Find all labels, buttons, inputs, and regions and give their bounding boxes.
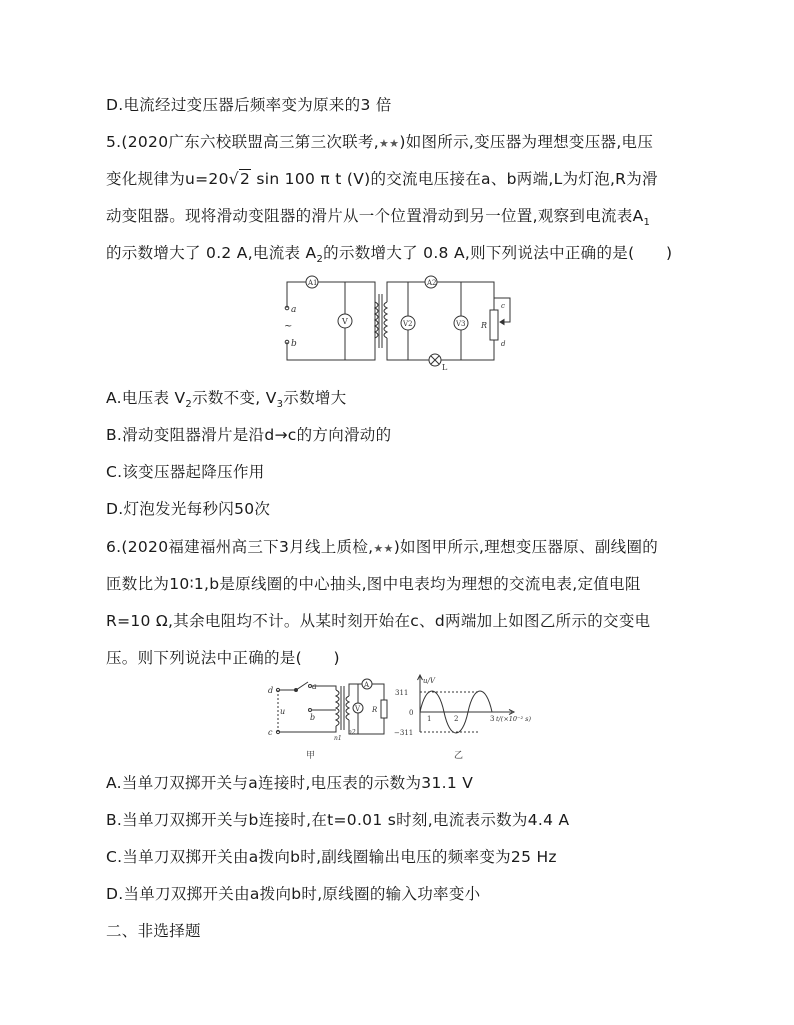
label-d: d [501, 340, 506, 348]
ac-source-symbol: ~ [284, 321, 293, 332]
q4-option-d: D.电流经过变压器后频率变为原来的3 倍 [106, 96, 392, 114]
y-tick-311: 311 [395, 689, 409, 697]
q6-figure-yi [394, 674, 546, 764]
rheostat-label: R [481, 321, 488, 330]
q6-stem-line3: R=10 Ω,其余电阻均不计。从某时刻开始在c、d两端加上如图乙所示的交变电 [106, 612, 651, 630]
q6-option-a: A.当单刀双掷开关与a连接时,电压表的示数为31.1 V [106, 774, 474, 792]
subscript: 2 [185, 399, 193, 411]
q6-source: (2020福建福州高三下3月线上质检, [121, 538, 374, 556]
label-d: d [268, 686, 274, 695]
q6-number: 6. [106, 538, 122, 556]
subscript: 3 [276, 399, 284, 411]
q5-stem-text3: 动变阻器。现将滑动变阻器的滑片从一个位置滑动到另一位置,观察到电流表A [106, 207, 644, 225]
q6-option-c: C.当单刀双掷开关由a拨向b时,副线圈输出电压的频率变为25 Hz [106, 848, 557, 866]
subscript: 1 [643, 217, 651, 229]
q5-option-a-text1: A.电压表 V [106, 389, 186, 407]
label-n2: n2 [348, 729, 356, 736]
resistor-label: R [372, 706, 378, 714]
voltmeter-v3-label: V3 [456, 320, 466, 328]
q5-option-b: B.滑动变阻器滑片是沿d→c的方向滑动的 [106, 426, 392, 444]
lamp-label: L [442, 363, 448, 372]
subscript: 2 [316, 254, 324, 266]
q5-option-a-text2: 示数不变, V [192, 389, 277, 407]
voltmeter-v1-label: V [342, 317, 348, 326]
q5-formula-suffix: sin 100 π t (V)的交流电压接在a、b两端,L为灯泡,R为滑 [251, 170, 658, 188]
primary-wire [287, 282, 375, 360]
rheostat-r [490, 310, 498, 340]
q6-option-b: B.当单刀双掷开关与b连接时,在t=0.01 s时刻,电流表示数为4.4 A [106, 811, 570, 829]
figure-label-yi: 乙 [454, 751, 464, 761]
q5-option-a [106, 386, 347, 410]
switch-pivot [295, 689, 298, 692]
q6-stem-line4: 压。则下列说法中正确的是( ) [106, 649, 340, 667]
q6-stem-line1 [106, 535, 658, 557]
q6-stem-text: )如图甲所示,理想变压器原、副线圈的 [393, 538, 659, 556]
q5-stem-text4b: 的示数增大了 0.8 A,则下列说法中正确的是( ) [323, 244, 673, 262]
difficulty-star-icon: ★★ [373, 542, 394, 555]
x-tick-1: 1 [427, 715, 432, 723]
label-u: u [280, 707, 286, 716]
wire-c [280, 726, 336, 732]
voltmeter-v2-label: V2 [403, 320, 413, 328]
q5-option-a-text3: 示数增大 [283, 389, 347, 407]
label-c: c [501, 302, 505, 310]
label-a: a [312, 682, 317, 691]
primary-coil [375, 302, 378, 338]
x-tick-3: 3 [490, 715, 495, 723]
voltmeter-label: V [355, 705, 361, 713]
resistor-r [381, 700, 387, 718]
sqrt-radicand: 2 [239, 170, 251, 188]
q6-stem-line2: 匝数比为10∶1,b是原线圈的中心抽头,图中电表均为理想的交流电表,定值电阻 [106, 575, 641, 593]
label-c: c [268, 728, 273, 737]
q6-figure-jia [266, 676, 396, 762]
sqrt-symbol: √2 [228, 170, 251, 188]
slider-arrow-icon [500, 320, 504, 325]
q6-option-d: D.当单刀双掷开关由a拨向b时,原线圈的输入功率变小 [106, 885, 481, 903]
q5-stem-line1 [106, 130, 653, 152]
q5-stem-line3 [106, 204, 650, 228]
figure-label-jia: 甲 [306, 751, 316, 761]
q5-option-c: C.该变压器起降压作用 [106, 463, 265, 481]
label-n1: n1 [334, 735, 342, 742]
primary-coil [336, 690, 339, 726]
switch-blade [280, 682, 308, 690]
q5-number: 5. [106, 133, 122, 151]
x-axis-label: t/(×10⁻² s) [496, 715, 532, 723]
q5-stem-line2 [106, 167, 658, 189]
label-a: a [291, 305, 297, 315]
x-tick-2: 2 [454, 715, 459, 723]
label-b: b [291, 339, 297, 349]
q5-stem-text4a: 的示数增大了 0.2 A,电流表 A [106, 244, 317, 262]
secondary-coil [384, 302, 387, 338]
y-axis-label: u/V [423, 677, 435, 685]
label-b: b [310, 713, 316, 722]
q5-stem-text: )如图所示,变压器为理想变压器,电压 [399, 133, 654, 151]
difficulty-star-icon: ★★ [379, 137, 400, 150]
y-tick-neg311: −311 [394, 729, 414, 737]
y-tick-0: 0 [409, 709, 414, 717]
section-2-title: 二、非选择题 [106, 922, 201, 940]
ammeter-a2-label: A2 [427, 279, 437, 287]
q5-circuit-diagram [280, 272, 520, 372]
q5-option-d: D.灯泡发光每秒闪50次 [106, 500, 271, 518]
secondary-coil [346, 696, 349, 720]
contact-b [309, 709, 312, 712]
ammeter-label: A [364, 681, 370, 689]
q5-formula-prefix: 变化规律为u=20 [106, 170, 229, 188]
q5-stem-line4 [106, 241, 672, 265]
ammeter-a1-label: A1 [308, 279, 318, 287]
q5-source: (2020广东六校联盟高三第三次联考, [121, 133, 380, 151]
